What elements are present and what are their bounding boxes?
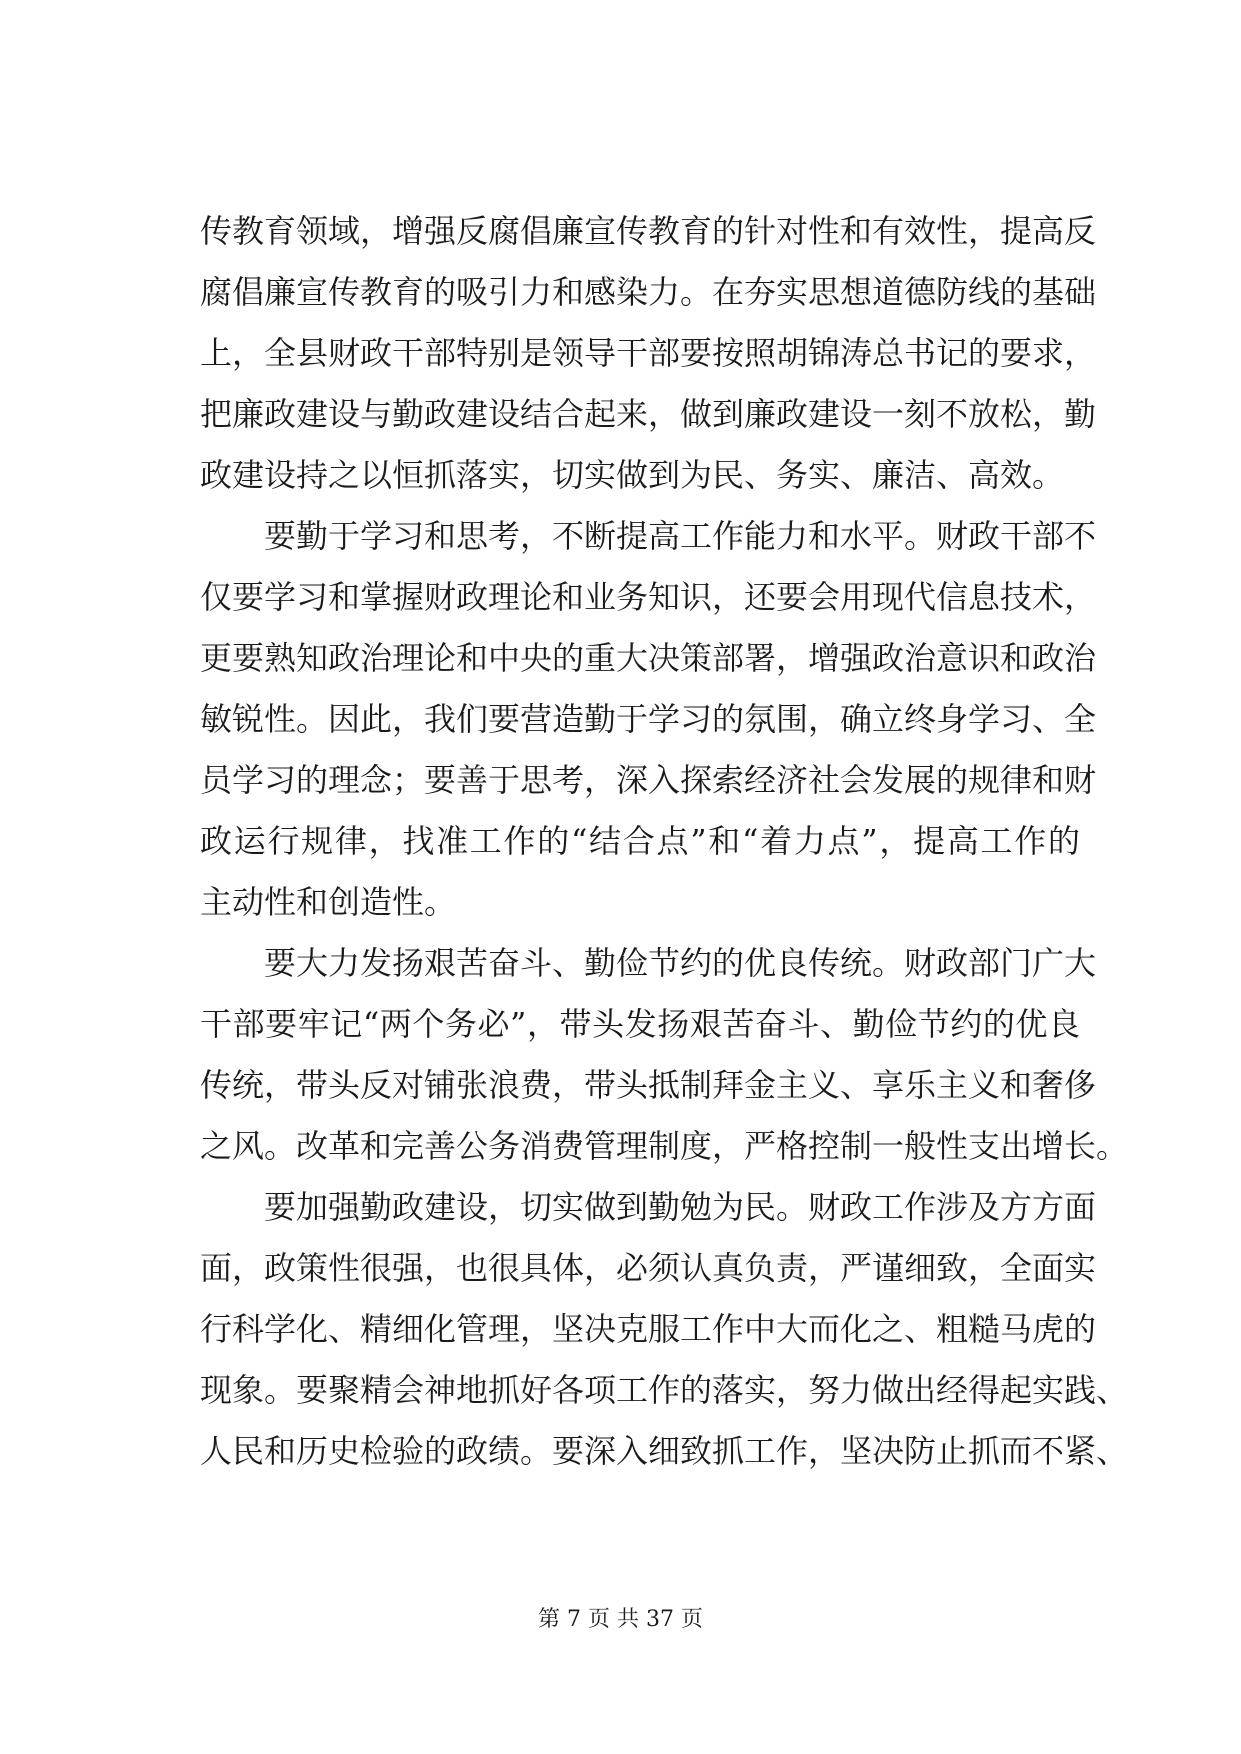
- paragraph-first-line: 要加强勤政建设，切实做到勤勉为民。财政工作涉及方方面: [264, 1188, 1097, 1226]
- text-line: 政运行规律，找准工作的“结合点”和“着力点”，提高工作的: [200, 822, 1080, 860]
- paragraph-first-line: 要勤于学习和思考，不断提高工作能力和水平。财政干部不: [264, 517, 1097, 555]
- text-line: 把廉政建设与勤政建设结合起来，做到廉政建设一刻不放松，勤: [200, 395, 1097, 433]
- text-line: 之风。改革和完善公务消费管理制度，严格控制一般性支出增长。: [200, 1127, 1129, 1165]
- text-line: 人民和历史检验的政绩。要深入细致抓工作，坚决防止抓而不紧、: [200, 1432, 1129, 1470]
- text-line: 主动性和创造性。: [200, 883, 457, 921]
- text-line: 现象。要聚精会神地抓好各项工作的落实，努力做出经得起实践、: [200, 1371, 1129, 1409]
- text-line: 敏锐性。因此，我们要营造勤于学习的氛围，确立终身学习、全: [200, 700, 1097, 738]
- text-line: 仅要学习和掌握财政理论和业务知识，还要会用现代信息技术，: [200, 578, 1097, 616]
- text-line: 行科学化、精细化管理，坚决克服工作中大而化之、粗糙马虎的: [200, 1310, 1097, 1348]
- text-line: 面，政策性很强，也很具体，必须认真负责，严谨细致，全面实: [200, 1249, 1097, 1287]
- paragraph-first-line: 要大力发扬艰苦奋斗、勤俭节约的优良传统。财政部门广大: [264, 944, 1097, 982]
- page-number-footer: 第 7 页 共 37 页: [538, 1607, 703, 1632]
- text-line: 政建设持之以恒抓落实，切实做到为民、务实、廉洁、高效。: [200, 456, 1065, 494]
- text-line: 员学习的理念；要善于思考，深入探索经济社会发展的规律和财: [200, 761, 1097, 799]
- text-line: 传教育领域，增强反腐倡廉宣传教育的针对性和有效性，提高反: [200, 212, 1097, 250]
- text-line: 更要熟知政治理论和中央的重大决策部署，增强政治意识和政治: [200, 639, 1097, 677]
- body-text: [200, 204, 1129, 1485]
- text-line: 上，全县财政干部特别是领导干部要按照胡锦涛总书记的要求，: [200, 334, 1097, 372]
- text-line: 干部要牢记“两个务必”，带头发扬艰苦奋斗、勤俭节约的优良: [200, 1005, 1080, 1043]
- text-line: 传统，带头反对铺张浪费，带头抵制拜金主义、享乐主义和奢侈: [200, 1066, 1097, 1104]
- text-line: 腐倡廉宣传教育的吸引力和感染力。在夯实思想道德防线的基础: [200, 273, 1097, 311]
